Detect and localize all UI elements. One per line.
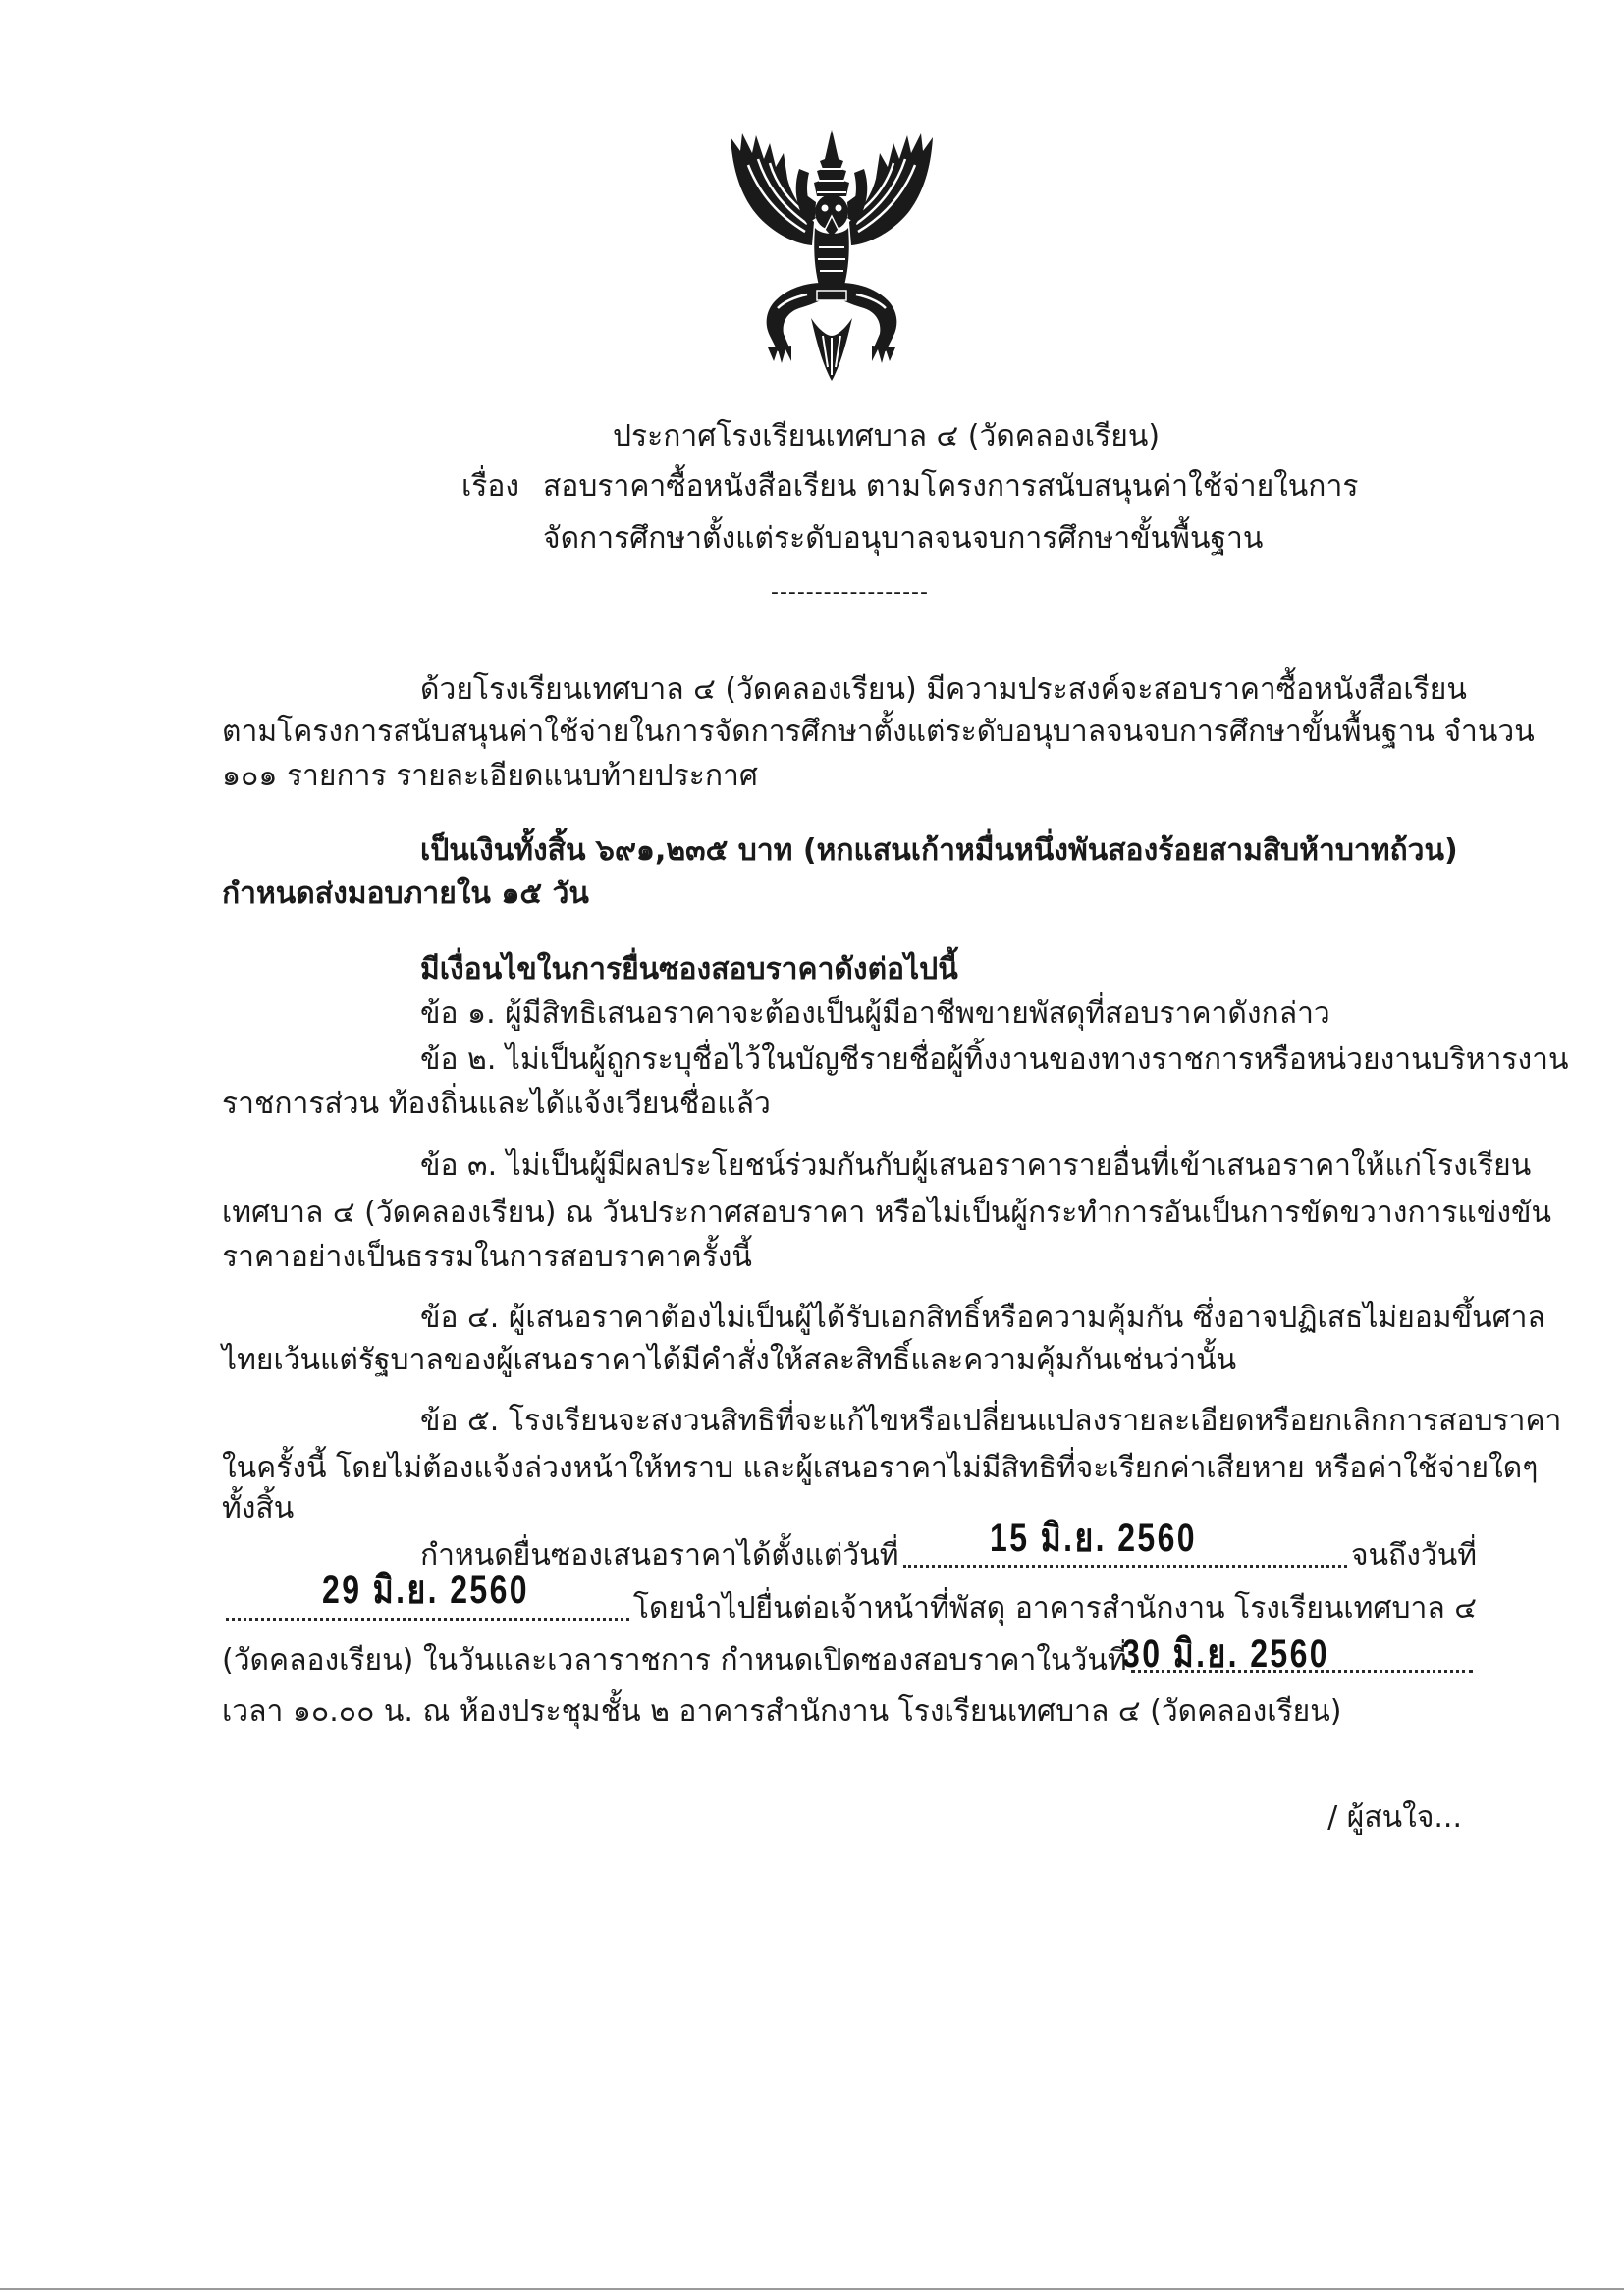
date-stamp-end: 29 มิ.ย. 2560 — [322, 1569, 529, 1612]
subject-line: สอบราคาซื้อหนังสือเรียน ตามโครงการสนับสนุนค่าใช้จ่ายในการ — [543, 469, 1359, 504]
intro-line: ๑๐๑ รายการ รายละเอียดแนบท้ายประกาศ — [222, 759, 758, 793]
condition-line: ไทยเว้นแต่รัฐบาลของผู้เสนอราคาได้มีคำสั่งให้สละสิทธิ์และความคุ้มกันเช่นว่านั้น — [222, 1343, 1237, 1377]
condition-line: ราคาอย่างเป็นธรรมในการสอบราคาครั้งนี้ — [222, 1240, 752, 1274]
dotted-leader — [903, 1564, 1347, 1568]
scan-edge-line — [0, 2288, 1624, 2290]
garuda-emblem-icon — [719, 126, 945, 384]
condition-line: ข้อ ๕. โรงเรียนจะสงวนสิทธิที่จะแก้ไขหรือเปลี่ยนแปลงรายละเอียดหรือยกเลิกการสอบราคา — [420, 1404, 1562, 1438]
subject-line: จัดการศึกษาตั้งแต่ระดับอนุบาลจนจบการศึกษาขั้นพื้นฐาน — [543, 521, 1264, 556]
condition-line: ข้อ ๑. ผู้มีสิทธิเสนอราคาจะต้องเป็นผู้มีอาชีพขายพัสดุที่สอบราคาดังกล่าว — [420, 996, 1330, 1031]
submission-start-label: กำหนดยื่นซองเสนอราคาได้ตั้งแต่วันที่ — [420, 1538, 899, 1573]
subject-label: เรื่อง — [461, 469, 520, 504]
bid-opening-label: (วัดคลองเรียน) ในวันและเวลาราชการ กำหนดเปิดซองสอบราคาในวันที่ — [222, 1643, 1127, 1678]
condition-line: ราชการส่วน ท้องถิ่นและได้แจ้งเวียนชื่อแล้ว — [222, 1087, 771, 1121]
submission-end-label: จนถึงวันที่ — [1350, 1538, 1477, 1573]
condition-line: ทั้งสิ้น — [222, 1491, 295, 1525]
submission-location-text: โดยนำไปยื่นต่อเจ้าหน้าที่พัสดุ อาคารสำนักงาน โรงเรียนเทศบาล ๔ — [632, 1591, 1477, 1626]
dotted-leader — [226, 1617, 629, 1621]
intro-line: ด้วยโรงเรียนเทศบาล ๔ (วัดคลองเรียน) มีความประสงค์จะสอบราคาซื้อหนังสือเรียน — [420, 672, 1467, 707]
delivery-line: กำหนดส่งมอบภายใน ๑๕ วัน — [222, 877, 589, 911]
condition-line: ในครั้งนี้ โดยไม่ต้องแจ้งล่วงหน้าให้ทราบ และผู้เสนอราคาไม่มีสิทธิที่จะเรียกค่าเสียหาย หรือค่าใช้จ่ายใดๆ — [222, 1451, 1539, 1485]
date-stamp-start: 15 มิ.ย. 2560 — [990, 1517, 1197, 1560]
bid-opening-time-line: เวลา ๑๐.๐๐ น. ณ ห้องประชุมชั้น ๒ อาคารสำนักงาน โรงเรียนเทศบาล ๔ (วัดคลองเรียน) — [222, 1694, 1342, 1729]
submission-line — [420, 1534, 1477, 1577]
date-stamp-opening: 30 มิ.ย. 2560 — [1122, 1632, 1329, 1676]
conditions-heading: มีเงื่อนไขในการยื่นซองสอบราคาดังต่อไปนี้ — [420, 952, 958, 987]
condition-line: เทศบาล ๔ (วัดคลองเรียน) ณ วันประกาศสอบราคา หรือไม่เป็นผู้กระทำการอันเป็นการขัดขวางการแข่งขัน — [222, 1196, 1551, 1230]
header-separator: ------------------ — [771, 580, 929, 605]
continuation-marker: / ผู้สนใจ... — [1327, 1800, 1462, 1835]
condition-line: ข้อ ๔. ผู้เสนอราคาต้องไม่เป็นผู้ได้รับเอกสิทธิ์หรือความคุ้มกัน ซึ่งอาจปฏิเสธไม่ยอมขึ้นศาล — [420, 1301, 1545, 1335]
amount-line: เป็นเงินทั้งสิ้น ๖๙๑,๒๓๕ บาท (หกแสนเก้าหมื่นหนึ่งพันสองร้อยสามสิบห้าบาทถ้วน) — [420, 833, 1458, 868]
condition-line: ข้อ ๓. ไม่เป็นผู้มีผลประโยชน์ร่วมกันกับผู้เสนอราคารายอื่นที่เข้าเสนอราคาให้แก่โรงเรียน — [420, 1148, 1532, 1183]
intro-line: ตามโครงการสนับสนุนค่าใช้จ่ายในการจัดการศึกษาตั้งแต่ระดับอนุบาลจนจบการศึกษาขั้นพื้นฐาน จำนวน — [222, 715, 1535, 749]
condition-line: ข้อ ๒. ไม่เป็นผู้ถูกระบุชื่อไว้ในบัญชีรายชื่อผู้ทิ้งงานของทางราชการหรือหน่วยงานบริหารงาน — [420, 1042, 1569, 1077]
announcement-title: ประกาศโรงเรียนเทศบาล ๔ (วัดคลองเรียน) — [613, 419, 1161, 454]
